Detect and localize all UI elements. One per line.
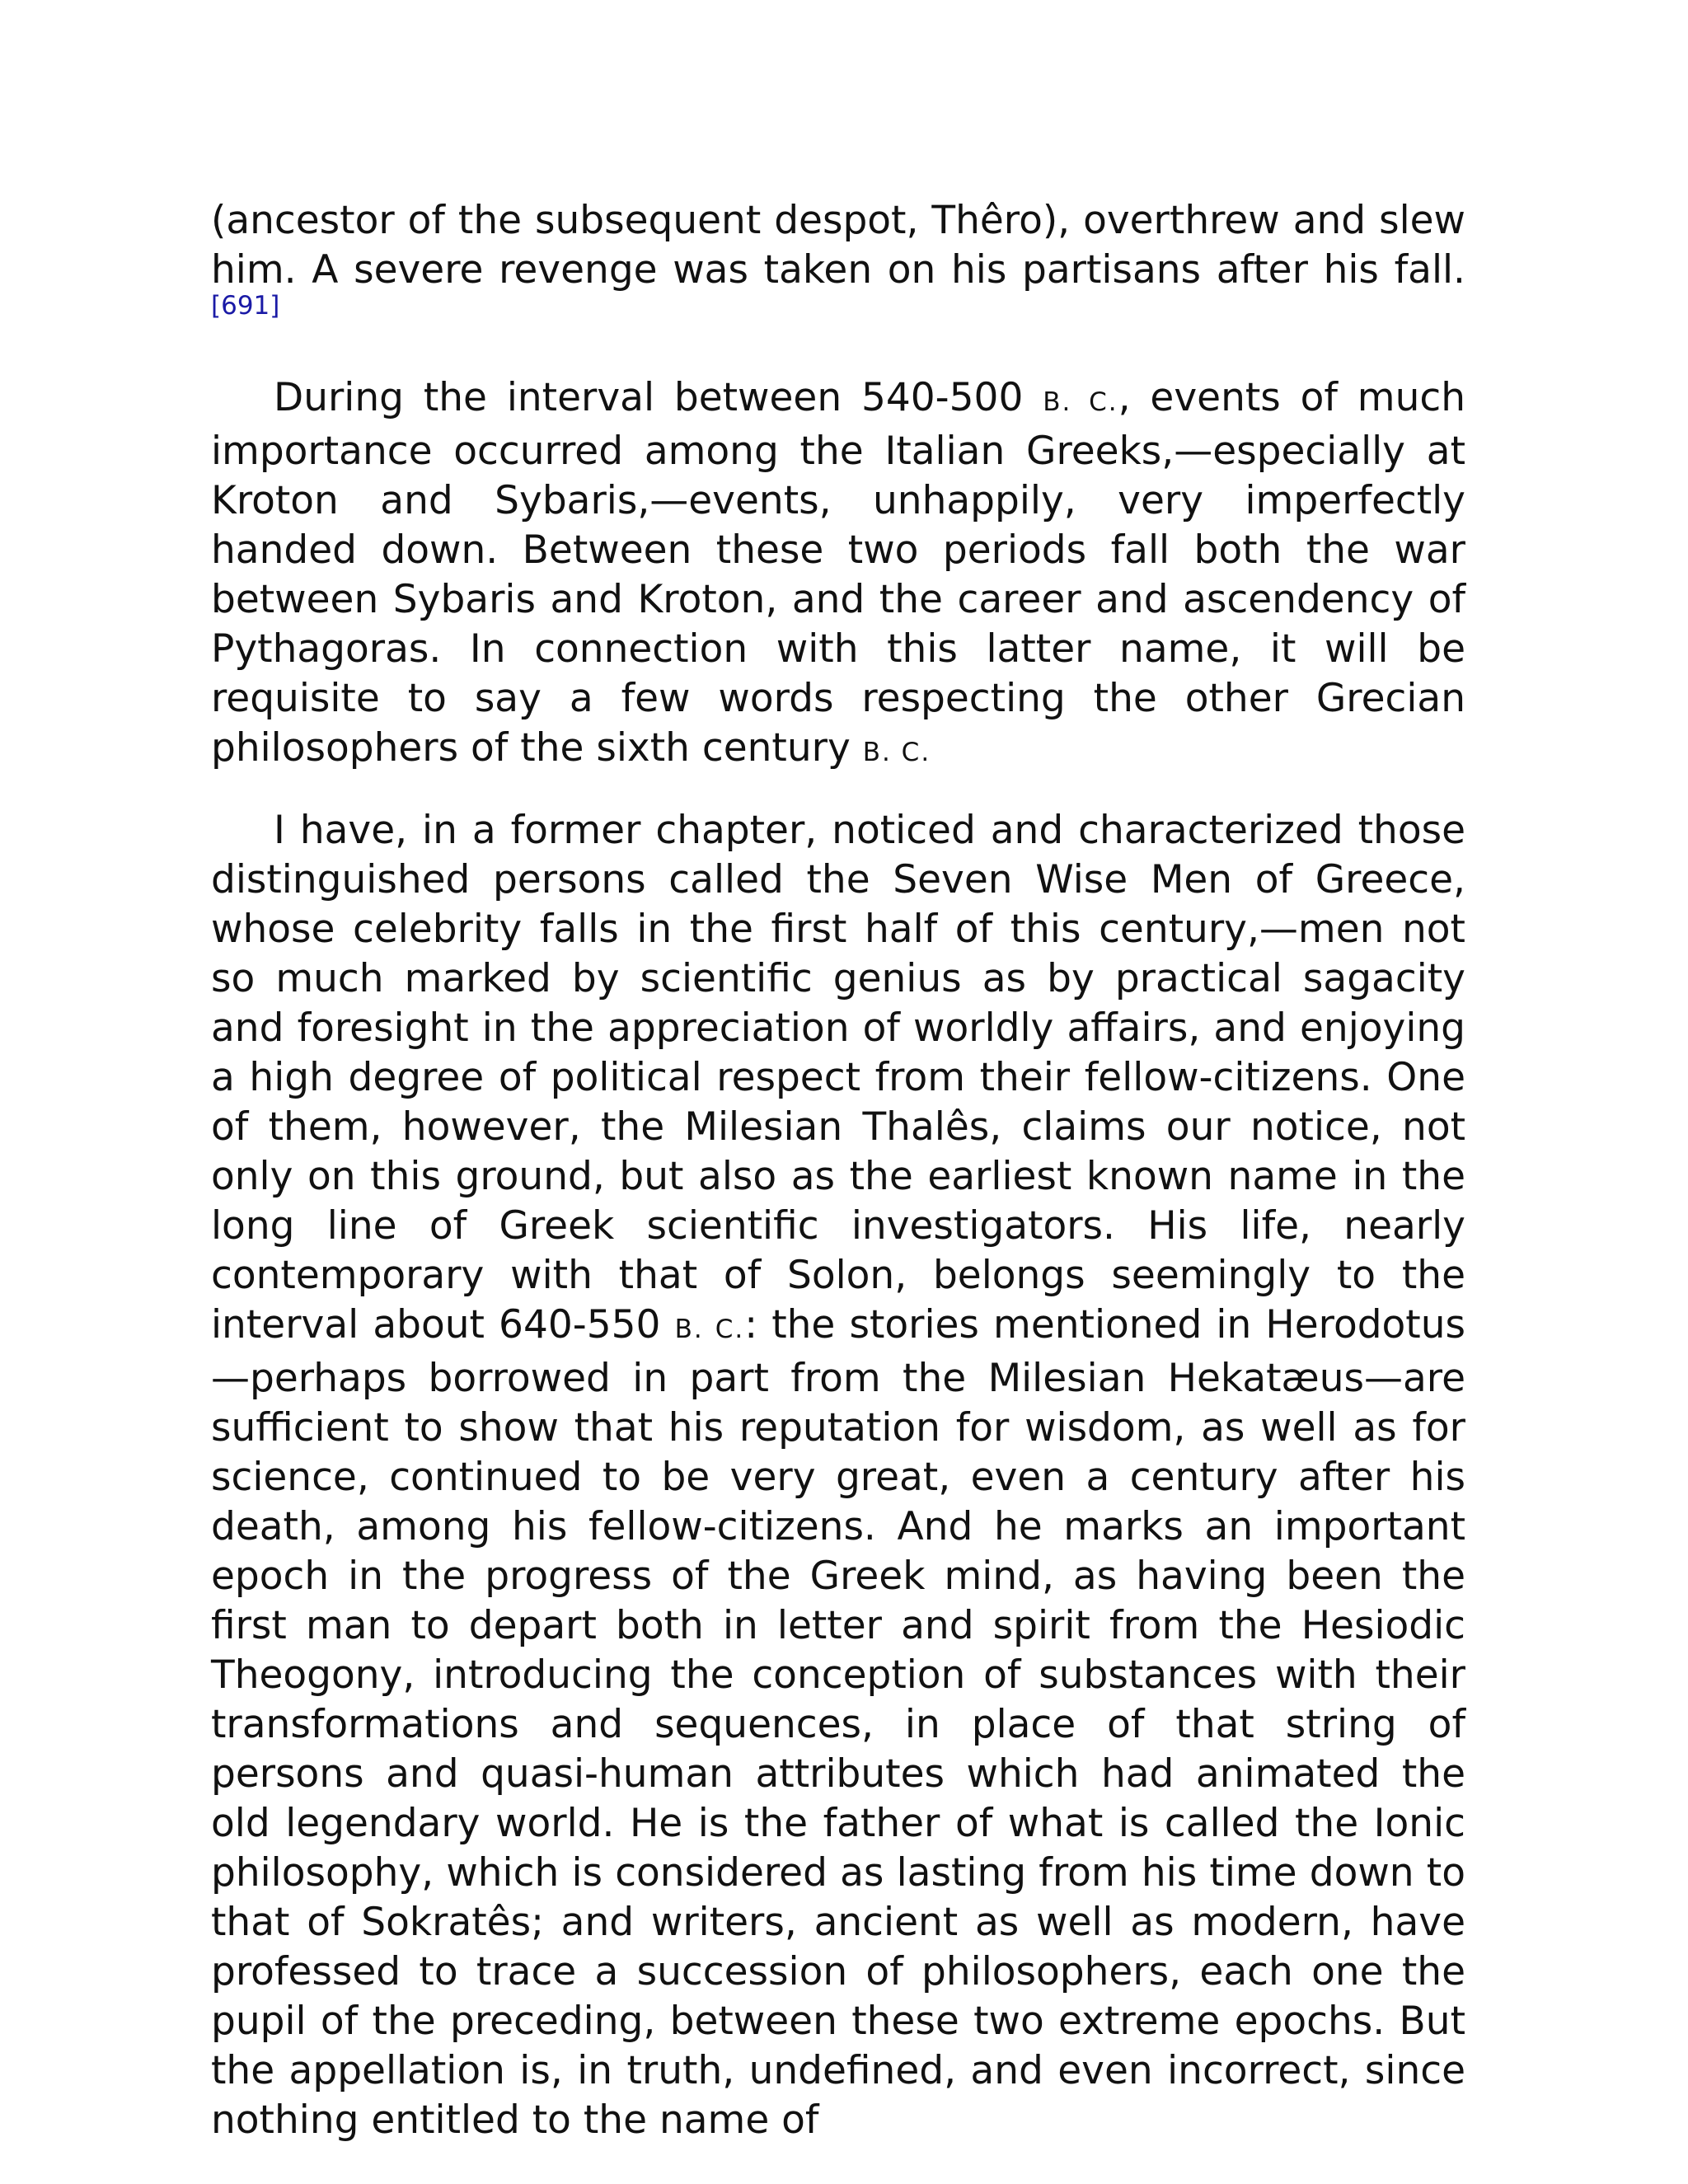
paragraph-1 [211, 196, 1465, 344]
era-abbreviation: B. C. [862, 738, 931, 767]
era-abbreviation: B. C. [1043, 387, 1118, 417]
paragraph-3-text-b: : the stories mentioned in Herodotus—perhaps borrowed in part from the Milesian Hekatæus—are sufficient to show that his reputation for wisdom, as well as for science, continued to be very great, even a century after his death, among his fellow-citizens. And he marks an important epoch in the progress of the Greek mind, as having been the first man to depart both in letter and spirit from the Hesiodic Theogony, introducing the conception of substances with their transformations and sequences, in place of that string of persons and quasi-human attributes which had animated the old legendary world. He is the father of what is called the Ionic philosophy, which is considered as lasting from his time down to that of Sokratês; and writers, ancient as well as modern, have professed to trace a succession of philosophers, each one the pupil of the preceding, between these two extreme epochs. But the appellation is, in truth, undefined, and even incorrect, since nothing entitled to the name of [211, 1302, 1465, 2143]
paragraph-2-text-a: During the interval between 540-500 [274, 375, 1043, 420]
document-page [211, 196, 1465, 2174]
footnote-link-691[interactable]: [691] [211, 291, 280, 321]
paragraph-1-text: (ancestor of the subsequent despot, Thêro), overthrew and slew him. A severe revenge was taken on his partisans after his fall. [211, 198, 1465, 293]
paragraph-3 [211, 806, 1465, 2145]
paragraph-2-text-b: , events of much importance occurred among the Italian Greeks,—especially at Kroton and Sybaris,—events, unhappily, very imperfectly handed down. Between these two periods fall both the war between Sybaris and Kroton, and the career and ascendency of Pythagoras. In connection with this latter name, it will be requisite to say a few words respecting the other Grecian philosophers of the sixth century [211, 375, 1465, 771]
paragraph-3-text-a: I have, in a former chapter, noticed and characterized those distinguished persons called the Seven Wise Men of Greece, whose celebrity falls in the first half of this century,—men not so much marked by scientific genius as by practical sagacity and foresight in the appreciation of worldly affairs, and enjoying a high degree of political respect from their fellow-citizens. One of them, however, the Milesian Thalês, claims our notice, not only on this ground, but also as the earliest known name in the long line of Greek scientific investigators. His life, nearly contemporary with that of Solon, belongs seemingly to the interval about 640-550 [211, 808, 1465, 1347]
paragraph-2 [211, 373, 1465, 777]
era-abbreviation: B. C. [674, 1315, 745, 1344]
